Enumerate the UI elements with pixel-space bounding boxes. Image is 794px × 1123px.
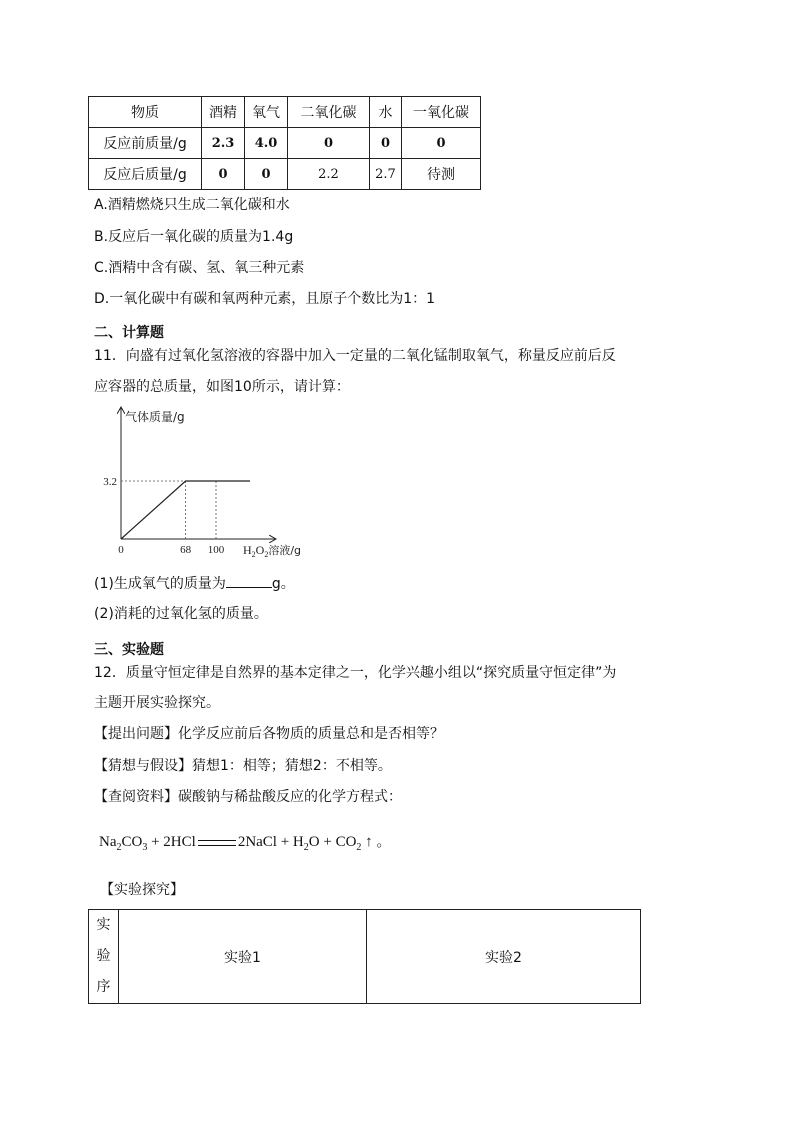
reference: 【查阅资料】碳酸钠与稀盐酸反应的化学方程式： xyxy=(94,789,402,805)
table-header-cell: 氧气 xyxy=(245,97,288,128)
hypothesis: 【猜想与假设】猜想1：相等；猜想2：不相等。 xyxy=(94,758,392,774)
experiment-explore: 【实验探究】 xyxy=(100,882,184,898)
chemical-equation: $Na_2CO_3 + 2HCl$ 2NaCl + $H_2O + CO_2$ ↑ 。 xyxy=(99,834,392,853)
table-header-cell: 物质 xyxy=(89,97,202,128)
option-b: B.反应后一氧化碳的质量为1.4g xyxy=(94,229,294,245)
table-cell: 0 xyxy=(370,128,402,159)
raise-question: 【提出问题】化学反应前后各物质的质量总和是否相等？ xyxy=(94,726,444,742)
equals-sign xyxy=(198,840,236,846)
table-cell: 待测 xyxy=(402,159,481,190)
table-cell: 2.7 xyxy=(370,159,402,190)
table-cell: 0 xyxy=(402,128,481,159)
table-row xyxy=(89,128,481,159)
table-cell-sequence: 实 验 序 xyxy=(89,910,119,1004)
table-header-cell: 酒精 xyxy=(202,97,245,128)
x-axis-label: $H_2O_2$溶液/g xyxy=(243,543,302,559)
question-11-part-2: (2)消耗的过氧化氢的质量。 xyxy=(94,606,268,622)
x-tick-label: 68 xyxy=(180,544,192,556)
table-cell: 反应后质量/g xyxy=(89,159,202,190)
question-12-text-cont: 主题开展实验探究。 xyxy=(94,695,220,711)
table-cell: 反应前质量/g xyxy=(89,128,202,159)
table-cell: 0 xyxy=(288,128,370,159)
section-title-calculation: 二、计算题 xyxy=(94,325,164,341)
option-c: C.酒精中含有碳、氢、氧三种元素 xyxy=(94,260,305,276)
table-cell: 2.2 xyxy=(288,159,370,190)
question-11-part-1: (1)生成氧气的质量为 g。 xyxy=(94,573,295,593)
table-header-cell: 一氧化碳 xyxy=(402,97,481,128)
gas-mass-chart xyxy=(95,402,325,562)
table-cell: 0 xyxy=(202,159,245,190)
section-title-experiment: 三、实验题 xyxy=(94,642,164,658)
question-11-text-cont: 应容器的总质量，如图10所示，请计算： xyxy=(94,379,350,395)
table-cell: 2.3 xyxy=(202,128,245,159)
origin-label: 0 xyxy=(118,544,124,556)
question-12-text: 12．质量守恒定律是自然界的基本定律之一，化学兴趣小组以“探究质量守恒定律”为 xyxy=(94,665,617,681)
option-a: A.酒精燃烧只生成二氧化碳和水 xyxy=(94,197,290,213)
table-header-cell: 二氧化碳 xyxy=(288,97,370,128)
y-tick-label: 3.2 xyxy=(103,476,117,488)
table-cell: 实验2 xyxy=(367,910,641,1004)
experiment-table xyxy=(88,909,641,1004)
option-d: D.一氧化碳中有碳和氧两种元素，且原子个数比为1：1 xyxy=(94,291,436,307)
question-11-text: 11．向盛有过氧化氢溶液的容器中加入一定量的二氧化锰制取氧气，称量反应前后反 xyxy=(94,348,616,364)
table-header-cell: 水 xyxy=(370,97,402,128)
answer-blank[interactable] xyxy=(226,573,272,588)
table-cell: 0 xyxy=(245,159,288,190)
table-header-row xyxy=(89,97,481,128)
table-row xyxy=(89,910,641,1004)
y-axis-label: 气体质量/g xyxy=(125,410,185,424)
x-tick-label: 100 xyxy=(207,544,225,556)
table-cell: 实验1 xyxy=(119,910,367,1004)
reaction-mass-table xyxy=(88,96,481,190)
table-cell: 4.0 xyxy=(245,128,288,159)
table-row xyxy=(89,159,481,190)
